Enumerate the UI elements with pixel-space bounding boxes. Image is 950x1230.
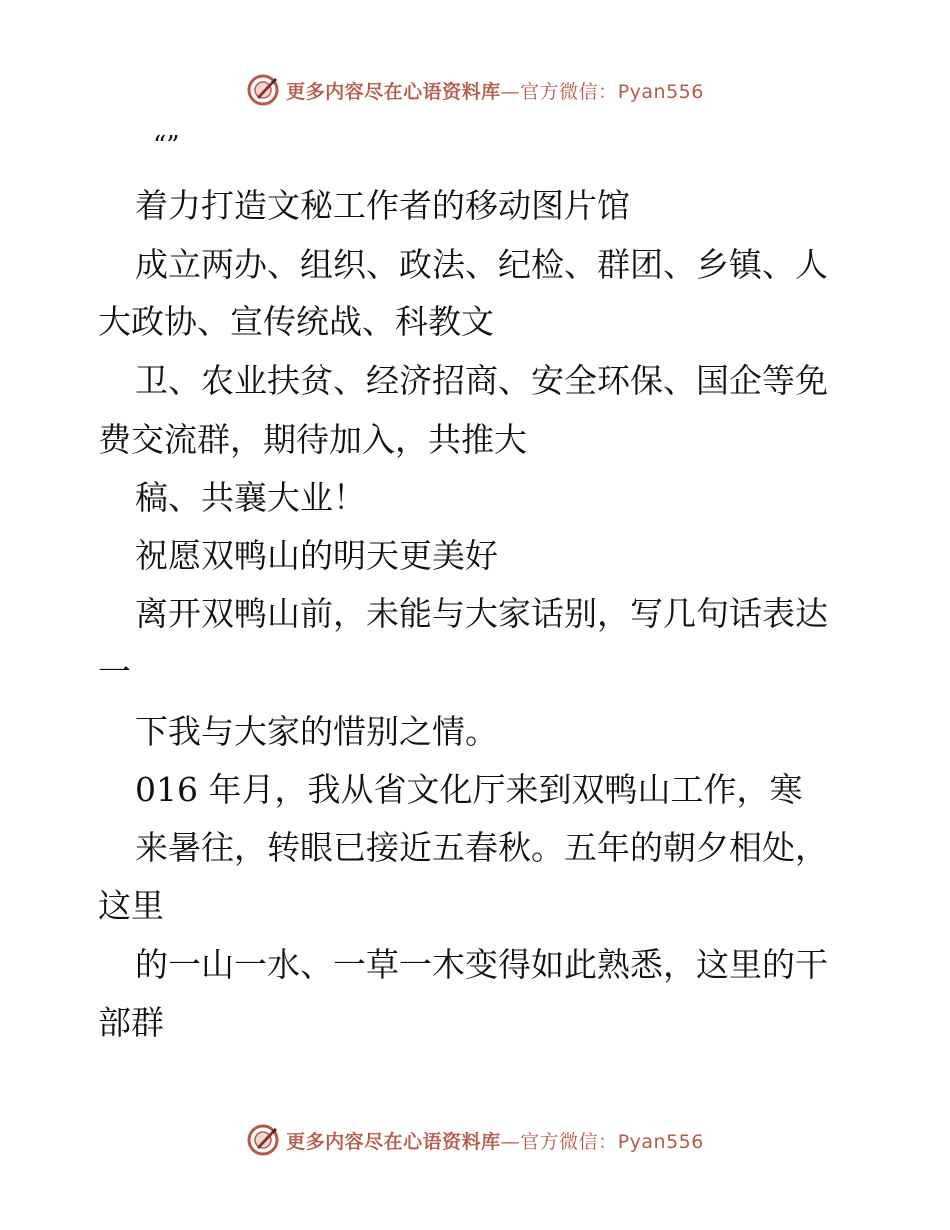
footer-banner <box>0 1120 950 1160</box>
body-line: 着力打造文秘工作者的移动图片馆 <box>135 186 630 225</box>
header-wechat-id: Pyan556 <box>617 80 704 103</box>
body-line: 离开双鸭山前，未能与大家话别，写几句话表达 <box>135 594 828 633</box>
body-line: “” <box>153 131 180 161</box>
header-site-name: 更多内容尽在心语资料库 <box>286 80 501 103</box>
footer-banner-text <box>286 1127 704 1154</box>
header-wechat-label: —官方微信： <box>500 80 618 103</box>
body-line: 016 年月，我从省文化厅来到双鸭山工作，寒 <box>135 770 803 809</box>
body-line: 部群 <box>98 1003 164 1042</box>
footer-wechat-id: Pyan556 <box>617 1130 704 1153</box>
pen-nib-logo-icon <box>246 73 280 107</box>
body-line: 下我与大家的惜别之情。 <box>135 712 498 751</box>
pen-nib-logo-icon <box>246 1123 280 1157</box>
body-line: 的一山一水、一草一木变得如此熟悉，这里的干 <box>135 945 828 984</box>
body-line: 成立两办、组织、政法、纪检、群团、乡镇、人 <box>135 245 828 284</box>
body-line: 这里 <box>98 886 164 925</box>
footer-wechat-label: —官方微信： <box>500 1130 618 1153</box>
body-line: 卫、农业扶贫、经济招商、安全环保、国企等免 <box>135 361 828 400</box>
footer-site-name: 更多内容尽在心语资料库 <box>286 1130 501 1153</box>
body-line: 一 <box>98 652 131 691</box>
header-banner <box>0 70 950 110</box>
body-line: 祝愿双鸭山的明天更美好 <box>135 536 498 575</box>
header-banner-text <box>286 77 704 104</box>
body-line: 大政协、宣传统战、科教文 <box>98 302 494 341</box>
body-line: 来暑往，转眼已接近五春秋。五年的朝夕相处， <box>135 828 828 867</box>
body-line: 费交流群，期待加入，共推大 <box>98 420 527 459</box>
body-line: 稿、共襄大业！ <box>135 478 366 517</box>
